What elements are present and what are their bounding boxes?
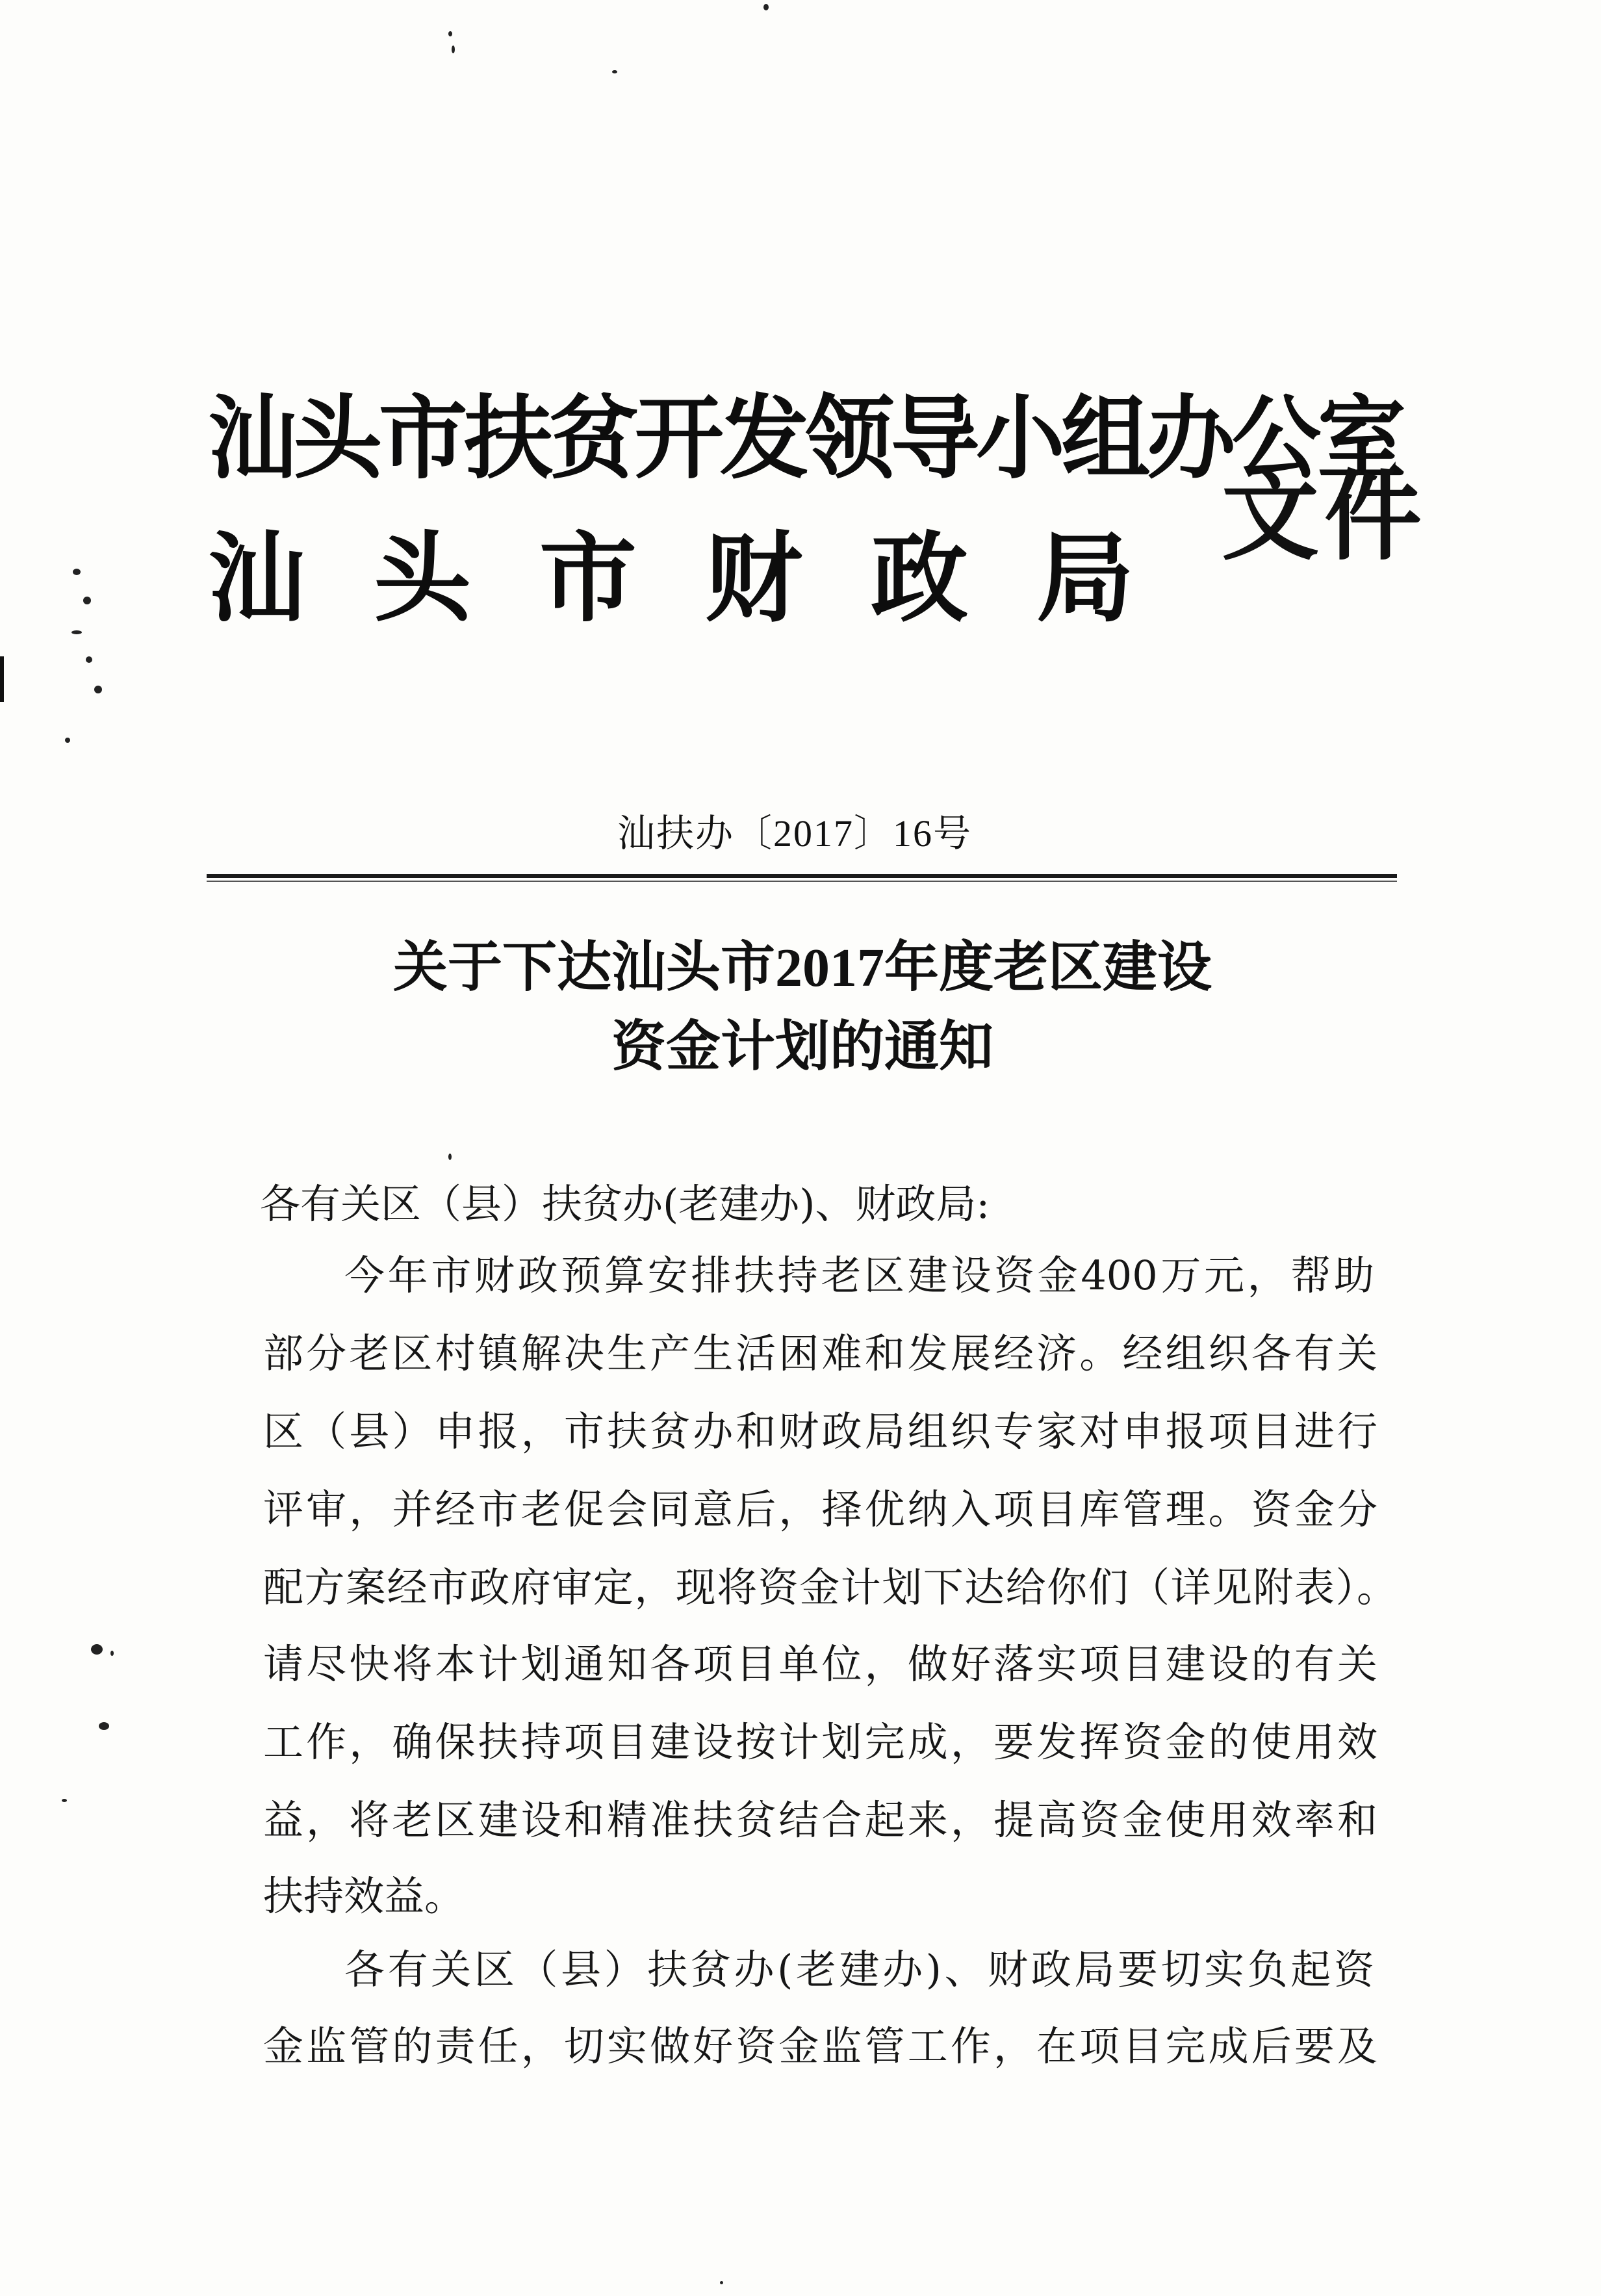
- notice-title-line-1: 关于下达汕头市2017年度老区建设: [392, 938, 1212, 998]
- scan-speck: [763, 4, 769, 10]
- salutation: 各有关区（县）扶贫办(老建办)、财政局:: [260, 1180, 990, 1228]
- body-line-3: 区（县）申报，市扶贫办和财政局组织专家对申报项目进行: [263, 1408, 1377, 1455]
- body-line-4: 评审，并经市老促会同意后，择优纳入项目库管理。资金分: [263, 1486, 1377, 1533]
- scan-speck: [448, 1154, 452, 1160]
- scan-speck: [62, 1799, 67, 1802]
- body-line-5: 配方案经市政府审定，现将资金计划下达给你们（详见附表）。: [263, 1564, 1397, 1611]
- body-line-1: 今年市财政预算安排扶持老区建设资金400万元，帮助: [344, 1252, 1374, 1299]
- scan-speck: [448, 31, 452, 36]
- scan-speck: [83, 597, 91, 604]
- letterhead-divider: [207, 874, 1397, 878]
- document-type-suffix: 文件: [1222, 459, 1428, 574]
- scan-speck: [65, 738, 70, 743]
- scan-speck: [71, 630, 82, 634]
- scan-edge-mark: [0, 656, 4, 702]
- scan-speck: [86, 656, 92, 663]
- scan-speck: [452, 45, 455, 53]
- scan-speck: [94, 686, 102, 693]
- scan-speck: [612, 70, 617, 73]
- scan-speck: [91, 1644, 103, 1655]
- issuer-line-1: 汕头市扶贫开发领导小组办公室: [208, 385, 1403, 492]
- body-line-2: 部分老区村镇解决生产生活困难和发展经济。经组织各有关: [263, 1330, 1377, 1377]
- body-line-8: 益，将老区建设和精准扶贫结合起来，提高资金使用效率和: [263, 1796, 1377, 1844]
- document-number: 汕扶办〔2017〕16号: [617, 812, 973, 855]
- body-line-9: 扶持效益。: [263, 1872, 465, 1920]
- scan-speck: [73, 569, 81, 575]
- scan-speck: [99, 1722, 109, 1730]
- body-line-11: 金监管的责任，切实做好资金监管工作，在项目完成后要及: [263, 2022, 1377, 2070]
- scan-speck: [110, 1651, 114, 1656]
- issuer-line-2: 汕头市财政局: [208, 521, 1203, 636]
- body-line-6: 请尽快将本计划通知各项目单位，做好落实项目建设的有关: [263, 1640, 1377, 1688]
- notice-title-line-2: 资金计划的通知: [611, 1017, 993, 1077]
- scan-speck: [720, 2281, 723, 2284]
- body-line-10: 各有关区（县）扶贫办(老建办)、财政局要切实负起资: [344, 1946, 1374, 1993]
- letterhead-divider-thin: [207, 881, 1397, 882]
- body-line-7: 工作，确保扶持项目建设按计划完成，要发挥资金的使用效: [263, 1718, 1377, 1766]
